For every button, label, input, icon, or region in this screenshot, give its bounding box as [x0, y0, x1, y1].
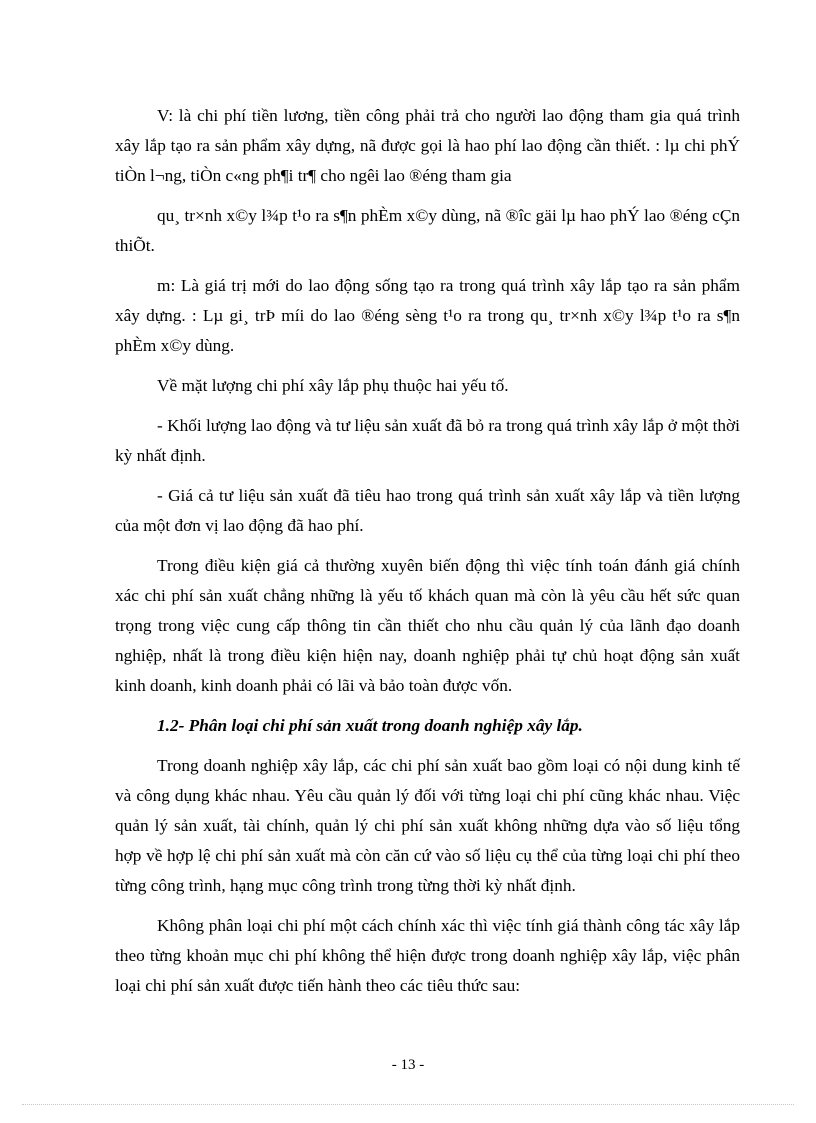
page-number: - 13 -	[391, 1057, 425, 1073]
paragraph-cost-classification: Trong doanh nghiệp xây lắp, các chi phí sản xuất bao gồm loại có nội dung kinh tế và công dụng khác nhau. Yêu cầu quản lý đối với từng loại chi phí cũng khác nhau. Việc quản lý sản xuất, tài chính, quản lý chi phí sản xuất không những dựa vào số liệu tổng hợp về hợp lệ chi phí sản xuất mà còn căn cứ vào số liệu cụ thể của từng loại chi phí theo từng công trình, hạng mục công trình trong từng thời kỳ nhất định.	[115, 756, 740, 895]
paragraph-new-value: m: Là giá trị mới do lao động sống tạo ra trong quá trình xây lắp tạo ra sản phẩm xây dựng. : Lµ gi¸ trÞ míi do lao ®éng sèng t¹o ra trong qu¸ tr×nh x©y l¾p t¹o ra s¶n phÈm x©y dùng.	[115, 276, 740, 355]
page-bottom-divider	[22, 1104, 794, 1105]
page-body	[115, 101, 740, 1011]
paragraph-quantity-factors: Về mặt lượng chi phí xây lắp phụ thuộc hai yếu tố.	[157, 376, 509, 395]
paragraph-factor-labor-volume: - Khối lượng lao động và tư liệu sản xuất đã bỏ ra trong quá trình xây lắp ở một thời kỳ nhất định.	[115, 416, 740, 465]
paragraph-classification-criteria: Không phân loại chi phí một cách chính xác thì việc tính giá thành công tác xây lắp theo từng khoản mục chi phí không thể hiện được trong doanh nghiệp xây lắp, việc phân loại chi phí sản xuất được tiến hành theo các tiêu thức sau:	[115, 916, 740, 995]
paragraph-price-fluctuation: Trong điều kiện giá cả thường xuyên biến động thì việc tính toán đánh giá chính xác chi phí sản xuất chẳng những là yếu tố khách quan mà còn là yêu cầu hết sức quan trọng trong việc cung cấp thông tin cần thiết cho nhu cầu quản lý của lãnh đạo doanh nghiệp, nhất là trong điều kiện hiện nay, doanh nghiệp phải tự chủ hoạt động sản xuất kinh doanh, kinh doanh phải có lãi và bảo toàn được vốn.	[115, 556, 740, 695]
paragraph-factor-price: - Giá cả tư liệu sản xuất đã tiêu hao trong quá trình sản xuất xây lắp và tiền lượng của một đơn vị lao động đã hao phí.	[115, 486, 740, 535]
paragraph-labor-cost-legacy: qu¸ tr×nh x©y l¾p t¹o ra s¶n phÈm x©y dùng, nã ®îc gäi lµ hao phÝ lao ®éng cÇn thiÕt.	[115, 206, 740, 255]
section-heading-1-2: 1.2- Phân loại chi phí sản xuất trong doanh nghiệp xây lắp.	[157, 716, 583, 735]
paragraph-labor-cost: V: là chi phí tiền lương, tiền công phải trả cho người lao động tham gia quá trình xây lắp tạo ra sản phẩm xây dựng, nã được gọi là hao phí lao động cần thiết. : lµ chi phÝ tiÒn l¬ng, tiÒn c«ng ph¶i tr¶ cho ngêi lao ®éng tham gia	[115, 106, 740, 185]
